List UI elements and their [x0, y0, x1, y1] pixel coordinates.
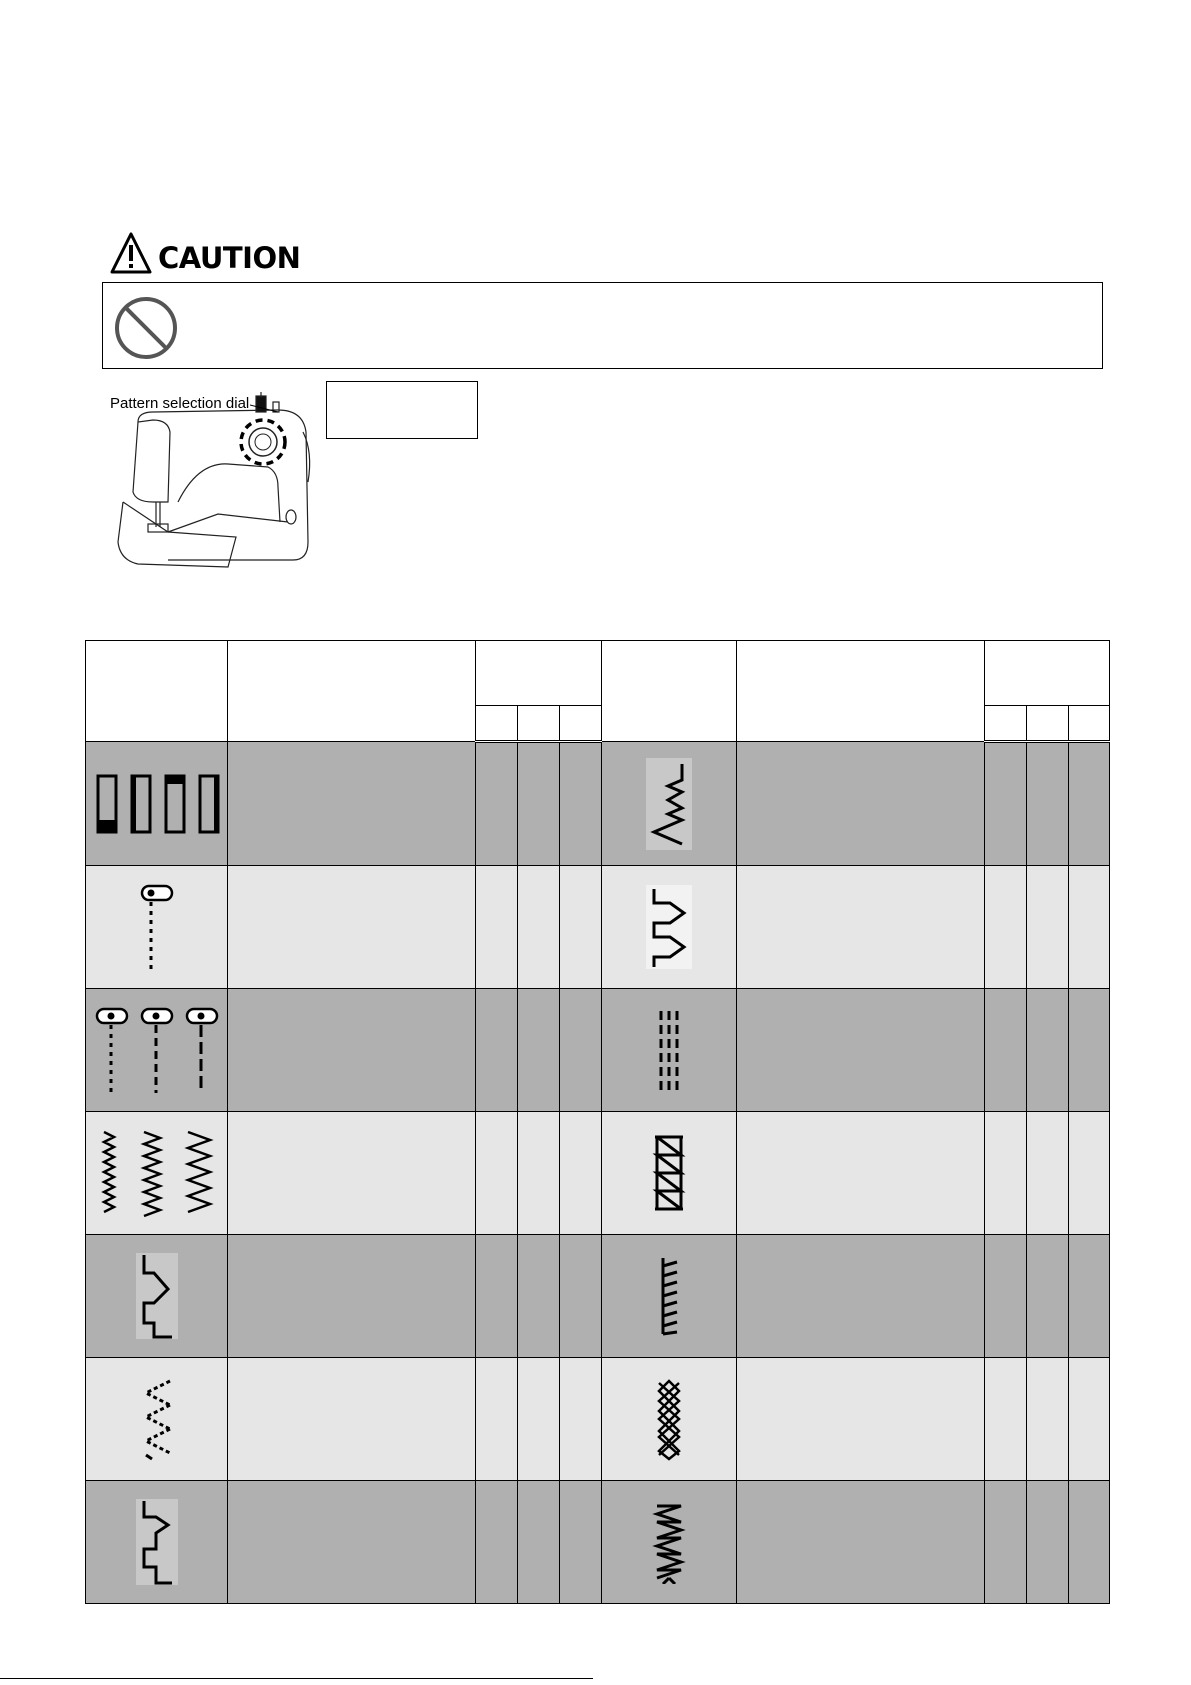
- description-cell: [228, 1358, 476, 1481]
- setting-cell: [560, 1358, 602, 1481]
- caution-box: [102, 282, 1103, 369]
- sewing-machine-illustration: [108, 392, 318, 572]
- blind-stitch-icon: [132, 1251, 182, 1341]
- overlock-stitch-icon: [649, 1131, 689, 1215]
- setting-cell: [476, 742, 518, 866]
- setting-cell: [476, 1481, 518, 1604]
- warning-triangle-icon: [110, 231, 152, 275]
- pattern-cell: [86, 866, 228, 989]
- setting-cell: [984, 989, 1026, 1112]
- caution-heading: [110, 225, 300, 275]
- header-sub-cell: [984, 706, 1026, 742]
- setting-cell: [1026, 742, 1068, 866]
- pattern-cell: [86, 742, 228, 866]
- caution-word: CAUTION: [158, 241, 301, 275]
- setting-cell: [1068, 1235, 1109, 1358]
- description-cell: [228, 742, 476, 866]
- cross-stitch-icon: [649, 1377, 689, 1461]
- header-sub-cell: [560, 706, 602, 742]
- setting-cell: [1026, 1481, 1068, 1604]
- setting-cell: [1068, 1358, 1109, 1481]
- stretch-zigzag-stitch-icon: [644, 756, 694, 852]
- straight-stitch-center-icon: [137, 882, 177, 972]
- footnote-rule: [0, 1678, 593, 1679]
- table-row: [86, 1235, 1110, 1358]
- description-cell: [736, 1112, 984, 1235]
- pattern-cell: [86, 1235, 228, 1358]
- setting-cell: [476, 866, 518, 989]
- header-left-description: [228, 641, 476, 742]
- setting-cell: [476, 1358, 518, 1481]
- header-sub-cell: [476, 706, 518, 742]
- triple-straight-stitch-icon: [649, 1005, 689, 1095]
- setting-cell: [560, 1112, 602, 1235]
- description-cell: [736, 742, 984, 866]
- header-left-pattern: [86, 641, 228, 742]
- setting-cell: [984, 742, 1026, 866]
- elastic-blind-stitch-icon: [132, 1497, 182, 1587]
- straight-stitch-three-lengths-icon: [92, 1005, 222, 1095]
- setting-cell: [518, 1481, 560, 1604]
- setting-cell: [1068, 742, 1109, 866]
- description-cell: [228, 989, 476, 1112]
- header-left-settings: [476, 641, 602, 706]
- setting-cell: [1026, 989, 1068, 1112]
- table-row: [86, 1112, 1110, 1235]
- setting-cell: [1068, 866, 1109, 989]
- setting-cell: [984, 1112, 1026, 1235]
- multi-step-zigzag-icon: [132, 1377, 182, 1461]
- feather-stitch-icon: [649, 1254, 689, 1338]
- setting-cell: [1068, 1481, 1109, 1604]
- description-cell: [228, 1235, 476, 1358]
- pattern-cell: [86, 1358, 228, 1481]
- description-cell: [736, 989, 984, 1112]
- setting-cell: [984, 866, 1026, 989]
- pattern-table: [85, 640, 1110, 1604]
- setting-cell: [1026, 1358, 1068, 1481]
- setting-cell: [560, 866, 602, 989]
- zigzag-three-widths-icon: [92, 1128, 222, 1218]
- setting-cell: [518, 1358, 560, 1481]
- header-sub-cell: [1068, 706, 1109, 742]
- setting-cell: [560, 989, 602, 1112]
- table-row: [86, 1481, 1110, 1604]
- blank-label-box: [326, 381, 478, 439]
- description-cell: [736, 1235, 984, 1358]
- table-row: [86, 742, 1110, 866]
- header-right-pattern: [602, 641, 736, 742]
- header-row-top: [86, 641, 1110, 706]
- pattern-cell: [86, 1481, 228, 1604]
- pattern-cell: [602, 989, 736, 1112]
- table-row: [86, 989, 1110, 1112]
- setting-cell: [518, 1112, 560, 1235]
- prohibited-icon: [113, 295, 179, 361]
- setting-cell: [476, 1235, 518, 1358]
- pattern-cell: [602, 1481, 736, 1604]
- setting-cell: [984, 1358, 1026, 1481]
- setting-cell: [1026, 866, 1068, 989]
- description-cell: [228, 866, 476, 989]
- header-right-settings: [984, 641, 1109, 706]
- pattern-selection-dial-label: Pattern selection dial: [110, 395, 250, 412]
- setting-cell: [518, 989, 560, 1112]
- setting-cell: [1026, 1112, 1068, 1235]
- pattern-cell: [602, 1112, 736, 1235]
- setting-cell: [1026, 1235, 1068, 1358]
- dial-leader-line: [250, 404, 280, 414]
- setting-cell: [560, 742, 602, 866]
- setting-cell: [476, 989, 518, 1112]
- setting-cell: [518, 866, 560, 989]
- ric-rac-stitch-icon: [649, 1500, 689, 1584]
- pattern-cell: [602, 742, 736, 866]
- setting-cell: [1068, 989, 1109, 1112]
- pattern-cell: [602, 1358, 736, 1481]
- setting-cell: [560, 1481, 602, 1604]
- blind-hem-stitch-icon: [644, 879, 694, 975]
- setting-cell: [984, 1235, 1026, 1358]
- setting-cell: [476, 1112, 518, 1235]
- description-cell: [736, 1481, 984, 1604]
- pattern-cell: [86, 1112, 228, 1235]
- header-right-description: [736, 641, 984, 742]
- description-cell: [736, 866, 984, 989]
- setting-cell: [1068, 1112, 1109, 1235]
- header-sub-cell: [1026, 706, 1068, 742]
- header-sub-cell: [518, 706, 560, 742]
- description-cell: [228, 1112, 476, 1235]
- setting-cell: [518, 1235, 560, 1358]
- buttonhole-four-step-icon: [92, 772, 222, 836]
- table-row: [86, 866, 1110, 989]
- description-cell: [736, 1358, 984, 1481]
- table-row: [86, 1358, 1110, 1481]
- pattern-cell: [86, 989, 228, 1112]
- pattern-cell: [602, 866, 736, 989]
- setting-cell: [518, 742, 560, 866]
- description-cell: [228, 1481, 476, 1604]
- pattern-cell: [602, 1235, 736, 1358]
- setting-cell: [560, 1235, 602, 1358]
- setting-cell: [984, 1481, 1026, 1604]
